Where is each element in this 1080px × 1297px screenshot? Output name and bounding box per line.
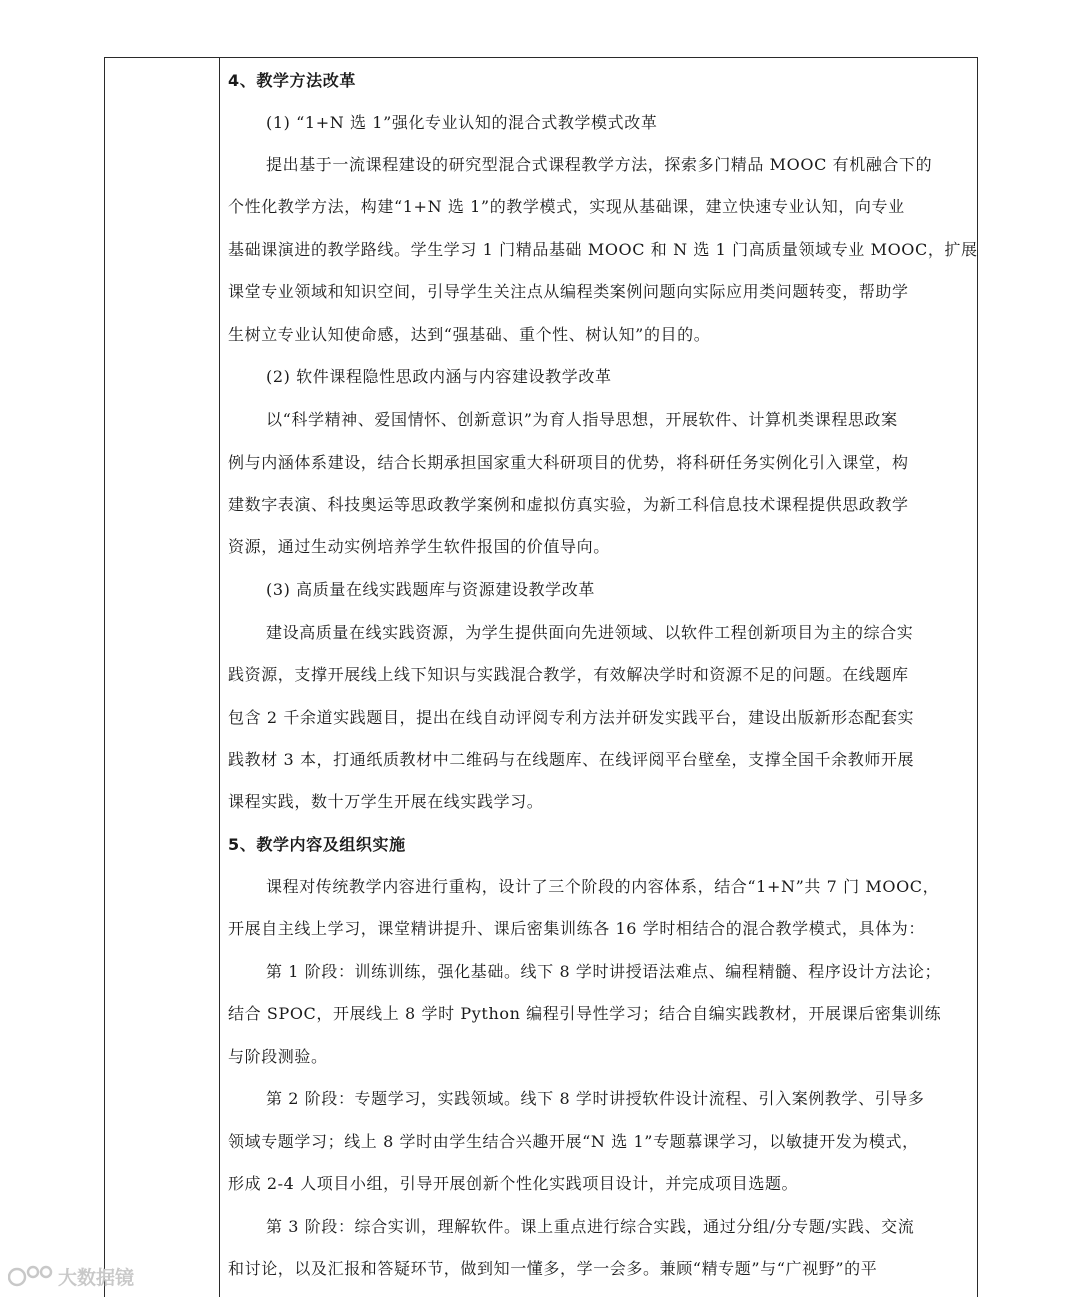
stage-1-line: 第 1 阶段：训练训练，强化基础。线下 8 学时讲授语法难点、编程精髓、程序设计方法论； (266, 962, 942, 981)
paragraph-line: 资源，通过生动实例培养学生软件报国的价值导向。 (228, 537, 610, 556)
paragraph-line: 开展自主线上学习，课堂精讲提升、课后密集训练各 16 学时相结合的混合教学模式，具体为： (228, 919, 925, 938)
paragraph-line: 生树立专业认知使命感，达到“强基础、重个性、树认知”的目的。 (228, 325, 711, 344)
watermark-logo-icon (8, 1263, 54, 1289)
item-3-title: (3) 高质量在线实践题库与资源建设教学改革 (266, 580, 595, 599)
paragraph-line: 基础课演进的教学路线。学生学习 1 门精品基础 MOOC 和 N 选 1 门高质量领域专业 MOOC，扩展 (228, 240, 978, 259)
stage-2-line: 第 2 阶段：专题学习，实践领域。线下 8 学时讲授软件设计流程、引入案例教学、引导多 (266, 1089, 925, 1108)
stage-2-line: 形成 2-4 人项目小组，引导开展创新个性化实践项目设计，并完成项目选题。 (228, 1174, 799, 1193)
paragraph-line: 个性化教学方法，构建“1+N 选 1”的教学模式，实现从基础课，建立快速专业认知，向专业 (228, 197, 905, 216)
stage-1-line: 结合 SPOC，开展线上 8 学时 Python 编程引导性学习；结合自编实践教材，开展课后密集训练 (228, 1004, 942, 1023)
paragraph-line: 包含 2 千余道实践题目，提出在线自动评阅专利方法并研发实践平台，建设出版新形态配套实 (228, 708, 915, 727)
paragraph-line: 建设高质量在线实践资源，为学生提供面向先进领域、以软件工程创新项目为主的综合实 (266, 623, 914, 642)
paragraph-line: 课程对传统教学内容进行重构，设计了三个阶段的内容体系，结合“1+N”共 7 门 MOOC， (266, 877, 940, 896)
paragraph-line: 建数字表演、科技奥运等思政教学案例和虚拟仿真实验，为新工科信息技术课程提供思政教学 (228, 495, 909, 514)
section-5-heading: 5、教学内容及组织实施 (228, 835, 406, 854)
stage-3-line: 和讨论，以及汇报和答疑环节，做到知一懂多，学一会多。兼顾“精专题”与“广视野”的平 (228, 1259, 878, 1278)
item-1-title: (1) “1+N 选 1”强化专业认知的混合式教学模式改革 (266, 113, 658, 132)
stage-1-line: 与阶段测验。 (228, 1047, 328, 1066)
item-2-title: (2) 软件课程隐性思政内涵与内容建设教学改革 (266, 367, 612, 386)
stage-2-line: 领域专题学习；线上 8 学时由学生结合兴趣开展“N 选 1”专题慕课学习，以敏捷开发为模式， (228, 1132, 919, 1151)
paragraph-line: 以“科学精神、爱国情怀、创新意识”为育人指导思想，开展软件、计算机类课程思政案 (266, 410, 898, 429)
watermark-text: 大数据镜 (58, 1266, 135, 1289)
paragraph-line: 课堂专业领域和知识空间，引导学生关注点从编程类案例问题向实际应用类问题转变，帮助学 (228, 282, 909, 301)
paragraph-line: 践资源，支撑开展线上线下知识与实践混合教学，有效解决学时和资源不足的问题。在线题库 (228, 665, 909, 684)
paragraph-line: 提出基于一流课程建设的研究型混合式课程教学方法，探索多门精品 MOOC 有机融合下的 (266, 155, 933, 174)
section-4-heading: 4、教学方法改革 (228, 71, 356, 90)
paragraph-line: 践教材 3 本，打通纸质教材中二维码与在线题库、在线评阅平台壁垒，支撑全国千余教师开展 (228, 750, 915, 769)
paragraph-line: 例与内涵体系建设，结合长期承担国家重大科研项目的优势，将科研任务实例化引入课堂，构 (228, 453, 909, 472)
paragraph-line: 课程实践，数十万学生开展在线实践学习。 (228, 792, 544, 811)
stage-3-line: 第 3 阶段：综合实训，理解软件。课上重点进行综合实践，通过分组/分专题/实践、交流 (266, 1217, 915, 1236)
column-divider (219, 57, 220, 1297)
watermark (8, 1262, 134, 1290)
